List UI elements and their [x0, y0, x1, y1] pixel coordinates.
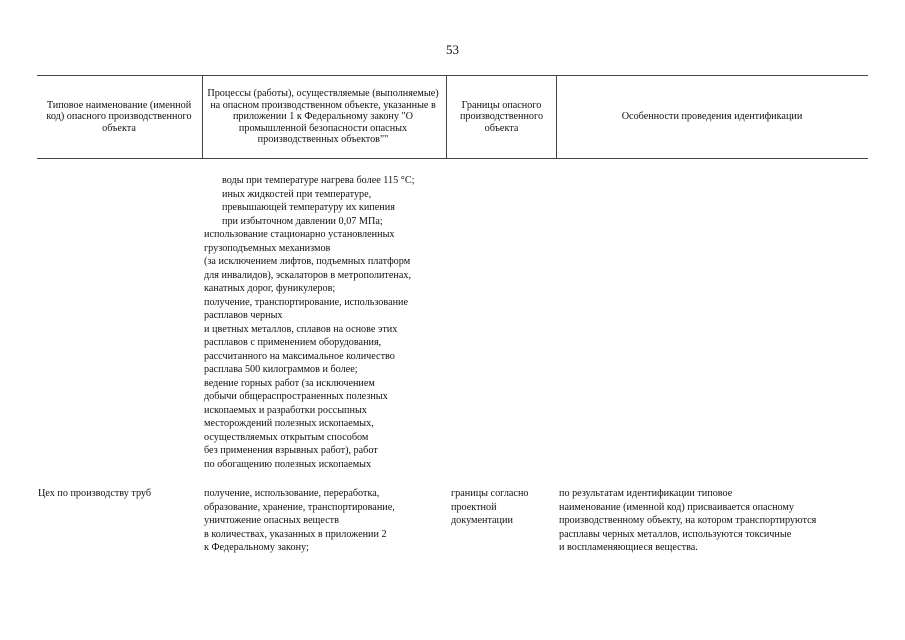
header-identification-column: [558, 75, 866, 159]
column-divider-2: [446, 75, 447, 159]
continuation-line: (за исключением лифтов, подъемных платформ: [204, 256, 411, 267]
continuation-line: расплава 500 килограммов и более;: [204, 364, 358, 375]
continuation-line: грузоподъемных механизмов: [204, 242, 331, 254]
row-identification: по результатам идентификации типовое наименование (именной код) присваивается опасному производственному объекту, на котором транспортируются расплавы черных металлов, используются токсичные и воспламеняющиеся вещества.: [559, 488, 817, 553]
continuation-line: месторождений полезных ископаемых,: [204, 418, 374, 429]
row-processes: получение, использование, переработка, образование, хранение, транспортирование, уничтожение опасных веществ в количествах, указанных в приложении 2 к Федеральному закону;: [204, 488, 395, 553]
continuation-line: канатных дорог, фуникулеров;: [204, 283, 336, 294]
continuation-line: для инвалидов), эскалаторов в метрополитенах,: [204, 269, 412, 281]
continuation-line: рассчитанного на максимальное количество: [204, 350, 395, 362]
column-divider-1: [202, 75, 203, 159]
continuation-text-block: [204, 174, 449, 471]
continuation-line: добычи общераспространенных полезных: [204, 391, 388, 402]
header-identification-label: Особенности проведения идентификации: [621, 111, 803, 123]
row-object-name: Цех по производству труб: [38, 488, 152, 499]
header-name-column: [40, 75, 198, 159]
page-number: 53: [446, 42, 459, 57]
header-boundaries-label: Границы опасного производственного объекта: [459, 99, 544, 134]
header-boundaries-column: [449, 75, 554, 159]
continuation-line: осуществляемых открытым способом: [204, 431, 369, 443]
continuation-line: расплавов с применением оборудования,: [204, 337, 382, 348]
column-divider-3: [556, 75, 557, 159]
continuation-line: ископаемых и разработки россыпных: [204, 404, 367, 416]
continuation-line: воды при температуре нагрева более 115 °С;: [222, 175, 415, 186]
header-processes-label: Процессы (работы), осуществляемые (выполняемые) на опасном производственном объекте, указанные в приложении 1 к Федеральному закону "О промышленной безопасности опасных производственных объектов"": [207, 88, 439, 146]
continuation-line: расплавов черных: [204, 310, 283, 321]
continuation-line: иных жидкостей при температуре,: [222, 188, 372, 200]
continuation-line: получение, транспортирование, использование: [204, 296, 409, 308]
header-processes-column: [204, 75, 442, 159]
header-name-label: Типовое наименование (именной код) опасного производственного объекта: [46, 99, 192, 134]
continuation-line: при избыточном давлении 0,07 МПа;: [222, 215, 383, 227]
continuation-line: без применения взрывных работ), работ: [204, 445, 378, 456]
continuation-line: ведение горных работ (за исключением: [204, 377, 375, 389]
continuation-line: превышающей температуру их кипения: [222, 202, 395, 213]
continuation-line: и цветных металлов, сплавов на основе этих: [204, 323, 398, 335]
continuation-line: использование стационарно установленных: [204, 229, 395, 240]
row-boundaries: границы согласно проектной документации: [451, 488, 529, 526]
continuation-line: по обогащению полезных ископаемых: [204, 458, 372, 470]
